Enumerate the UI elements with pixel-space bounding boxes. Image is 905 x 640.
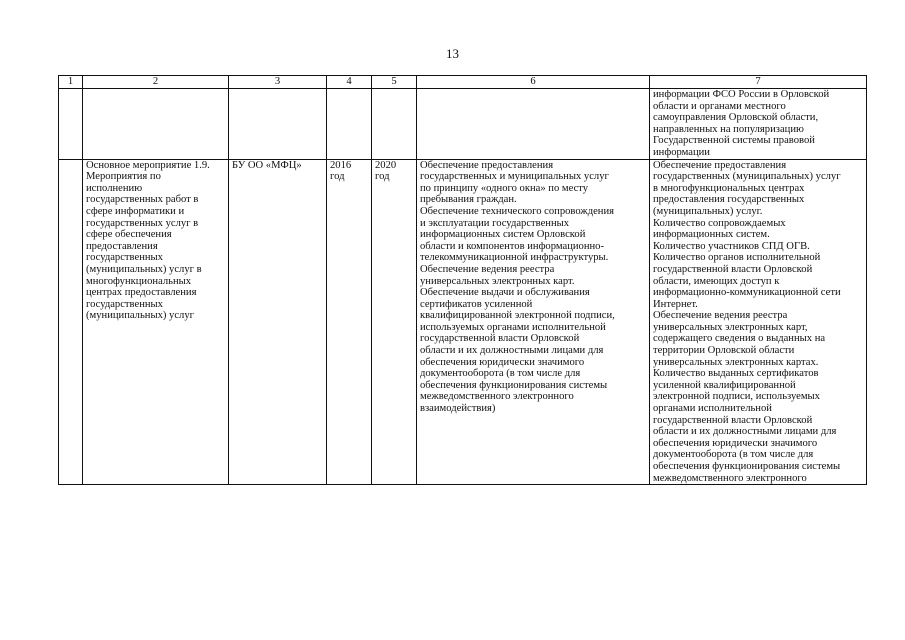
table-cell <box>417 89 650 160</box>
column-number: 4 <box>327 76 372 89</box>
responsible-executor: БУ ОО «МФЦ» <box>229 159 327 485</box>
end-year: 2020 год <box>372 159 417 485</box>
measure-name: Основное мероприятие 1.9. Мероприятия по исполнению государственных работ в сфере информатики и государственных услуг в сфере обеспечения предоставления государственных (муниципальных) услуг в многофункциональных центрах предоставления государственных (муниципальных) услуг <box>83 159 229 485</box>
column-number: 5 <box>372 76 417 89</box>
table-cell <box>372 89 417 160</box>
expected-results: Обеспечение предоставления государственных и муниципальных услуг по принципу «одного окна» по месту пребывания граждан. Обеспечение технического сопровождения и эксплуатации государственных информационных систем Орловской области и компонентов информационно- телекоммуникационной инфраструктуры. Обеспечение ведения реестра универсальных электронных карт. Обеспечение выдачи и обслуживания сертификатов усиленной квалифицированной электронной подписи, используемых органами исполнительной государственной власти Орловской области и их должностными лицами для обеспечения юридически значимого документооборота (в том числе для обеспечения функционирования системы межведомственного электронного взаимодействия) <box>417 159 650 485</box>
start-year: 2016 год <box>327 159 372 485</box>
column-number: 1 <box>59 76 83 89</box>
table-row <box>59 159 867 485</box>
column-number-row <box>59 76 867 89</box>
column-number: 3 <box>229 76 327 89</box>
continuation-row <box>59 89 867 160</box>
column-number: 2 <box>83 76 229 89</box>
column-number: 6 <box>417 76 650 89</box>
table-cell <box>327 89 372 160</box>
result-indicators: Обеспечение предоставления государственных (муниципальных) услуг в многофункциональных центрах предоставления государственных (муниципальных) услуг. Количество сопровождаемых информационных систем. Количество участников СПД ОГВ. Количество органов исполнительной государственной власти Орловской области, имеющих доступ к информационно-коммуникационной сети Интернет. Обеспечение ведения реестра универсальных электронных карт, содержащего сведения о выданных на территории Орловской области универсальных электронных картах. Количество выданных сертификатов усиленной квалифицированной электронной подписи, используемых органами исполнительной государственной власти Орловской области и их должностными лицами для обеспечения юридически значимого документооборота (в том числе для обеспечения функционирования системы межведомственного электронного <box>650 159 867 485</box>
table-cell <box>229 89 327 160</box>
result-indicators-continued: информации ФСО России в Орловской области и органами местного самоуправления Орловской области, направленных на популяризацию Государственной системы правовой информации <box>650 89 867 160</box>
table-cell <box>83 89 229 160</box>
page-number: 13 <box>446 46 459 61</box>
table-cell <box>59 159 83 485</box>
column-number: 7 <box>650 76 867 89</box>
table-cell <box>59 89 83 160</box>
measures-table <box>58 75 867 485</box>
